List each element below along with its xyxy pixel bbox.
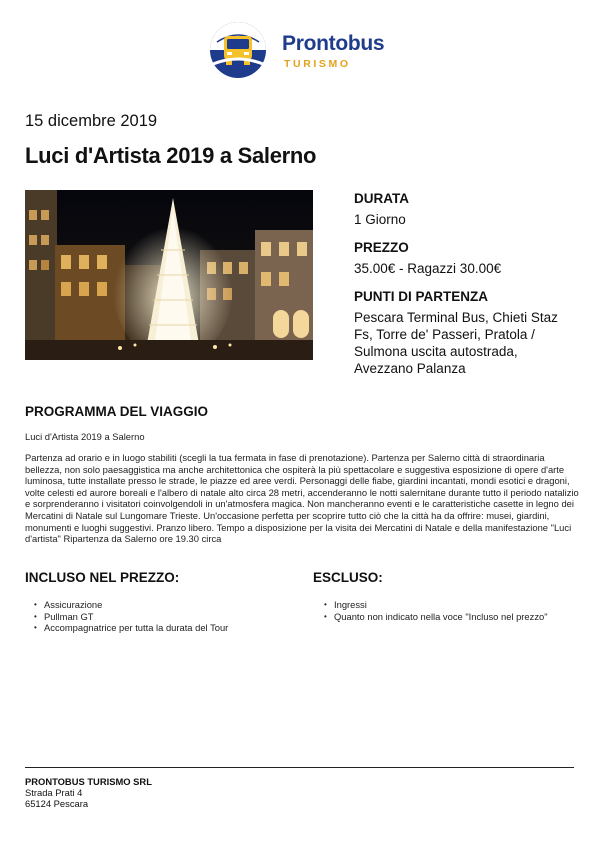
durata-block [354,191,579,228]
footer-street: Strada Prati 4 [25,787,83,798]
programma-body: Partenza ad orario e in luogo stabiliti (scegli la tua fermata in fase di prenotazione). Partenza per Salerno città di straordinaria bellezza, non solo paesaggistica ma anche architettonica che ospiterà la più spettacolare e suggestiva esposizione di opere d'arte luminosa, tutte installate presso le strade, le piazze ed aree verdi. Personaggi delle fiabe, giardini incantati, mondi esotici e dragoni, volte celesti ed aurore boreali e l'albero di natale alto circa 28 metri, accenderanno le notti salernitane durante tutto il periodo natalizio e sorprenderanno i visitatori coinvolgendoli in un'atmosfera magica. Non mancheranno eventi e le caratteristiche casette in legno dei Mercatini di Natale sul Lungomare Trieste. Un'occasione perfetta per scoprire tutto ciò che la città ha da offrire: musei, giardini, monumenti e luoghi suggestivi. Pranzo libero. Tempo a disposizione per la visita dei Mercatini di Natale e della manifestazione "Luci d'artista" Ripartenza da Salerno ore 19.30 circa [25,452,579,545]
trip-info [354,191,579,389]
list-item: • Accompagnatrice per tutta la durata del Tour [32,622,302,634]
christmas-tree-photo [25,190,313,360]
partenza-value: Pescara Terminal Bus, Chieti Staz Fs, Torre de' Passeri, Pratola / Sulmona uscita autostrada, Avezzano Palanza [354,310,558,376]
escluso-heading: ESCLUSO: [313,570,383,585]
footer-company: PRONTOBUS TURISMO SRL [25,776,152,787]
footer-city: 65124 Pescara [25,798,89,809]
incluso-list [32,599,302,634]
bus-logo-icon [207,20,269,80]
footer-divider [25,767,574,768]
brand-subtitle: TURISMO [284,58,351,70]
partenza-block [354,289,579,377]
list-item: • Assicurazione [32,599,302,611]
trip-title: Luci d'Artista 2019 a Salerno [25,143,317,168]
trip-date: 15 dicembre 2019 [25,112,158,130]
list-item: • Quanto non indicato nella voce "Incluso nel prezzo" [322,611,582,623]
prezzo-label: PREZZO [354,240,409,255]
prezzo-block [354,240,579,277]
escluso-list [322,599,582,622]
programma-heading: PROGRAMMA DEL VIAGGIO [25,404,209,419]
brand-name: Prontobus [282,32,385,55]
programma-subtitle: Luci d'Artista 2019 a Salerno [25,431,145,442]
durata-value: 1 Giorno [354,212,406,227]
incluso-heading: INCLUSO NEL PREZZO: [25,570,180,585]
brand-logo [207,20,397,80]
list-item: • Pullman GT [32,611,302,623]
partenza-label: PUNTI DI PARTENZA [354,289,488,304]
footer [25,776,152,809]
prezzo-value: 35.00€ - Ragazzi 30.00€ [354,261,502,276]
list-item: • Ingressi [322,599,582,611]
durata-label: DURATA [354,191,409,206]
